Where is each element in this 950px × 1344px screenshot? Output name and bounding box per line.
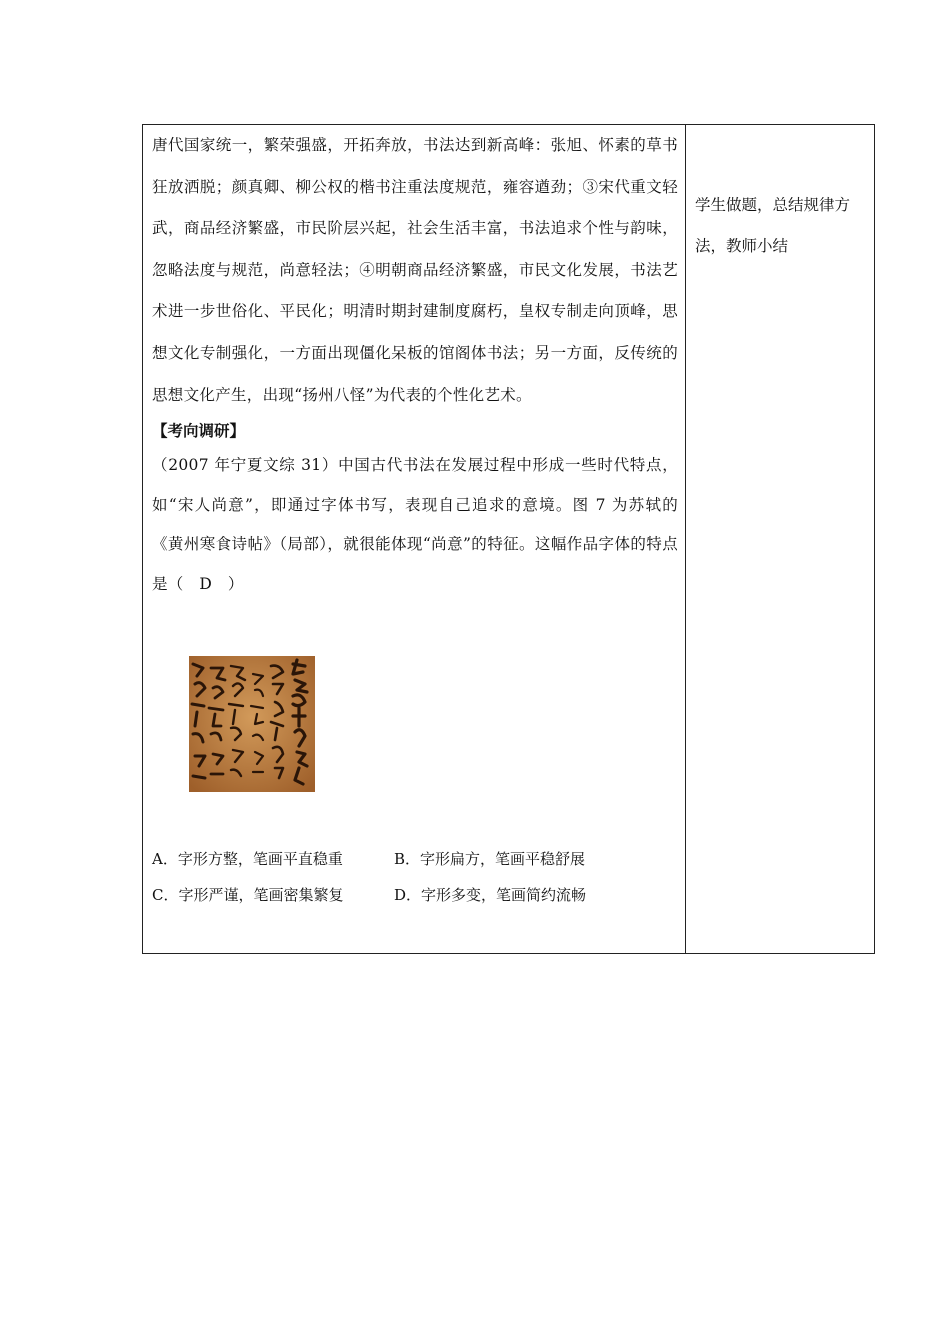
activity-cell [695,185,871,267]
activity-text: 学生做题，总结规律方法，教师小结 [695,196,851,255]
option-a: A．字形方整，笔画平直稳重 [152,850,343,868]
option-d: D．字形多变，笔画简约流畅 [394,886,587,904]
option-c: C．字形严谨，笔画密集繁复 [152,886,344,904]
column-divider [685,125,686,953]
options-row-1 [152,841,636,877]
option-b: B．字形扁方，笔画平稳舒展 [394,850,586,868]
calligraphy-image [189,656,315,792]
history-paragraph: 唐代国家统一，繁荣强盛，开拓奔放，书法达到新高峰：张旭、怀素的草书狂放洒脱；颜真卿、柳公权的楷书注重法度规范，雍容遒劲；③宋代重文轻武，商品经济繁盛，市民阶层兴起，社会生活丰富，书法追求个性与韵味，忽略法度与规范，尚意轻法；④明朝商品经济繁盛，市民文化发展，书法艺术进一步世俗化、平民化；明清时期封建制度腐朽，皇权专制走向顶峰，思想文化专制强化，一方面出现僵化呆板的馆阁体书法；另一方面，反传统的思想文化产生，出现“扬州八怪”为代表的个性化艺术。 [152,136,678,404]
lesson-table [142,124,875,954]
exam-question: （2007 年宁夏文综 31）中国古代书法在发展过程中形成一些时代特点，如“宋人尚意”，即通过字体书写，表现自己追求的意境。图 7 为苏轼的《黄州寒食诗帖》（局部），就很能体现“尚意”的特征。这幅作品字体的特点是（ D ） [152,456,678,593]
options-row-2 [152,877,636,913]
answer-options [152,841,636,913]
content-cell [152,125,678,604]
section-heading: 【考向调研】 [152,421,246,441]
calligraphy-strokes [189,656,315,792]
